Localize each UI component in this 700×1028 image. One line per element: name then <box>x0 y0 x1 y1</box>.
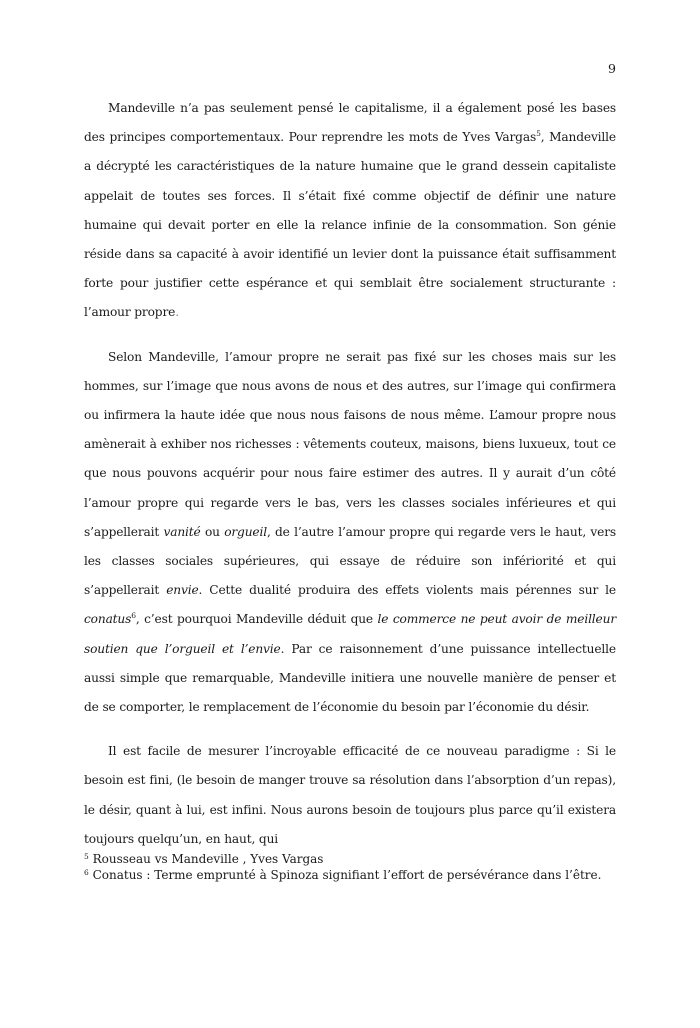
italic-text: le commerce ne peut avoir de meilleur soutien que l’orgueil et l’envie <box>84 612 616 656</box>
text-run: , Mandeville a décrypté les caractéristiques de la nature humaine que le grand dessein capitaliste appelait de toutes ses forces. Il s’était fixé comme objectif de définir une nature humaine qui devait porter en elle la relance infinie de la consommation. Son génie réside dans sa capacité à avoir identifié un levier dont la puissance était suffisamment forte pour justifier cette espérance et qui semblait être socialement structurante : l’amour propre <box>84 130 616 320</box>
text-run: . <box>175 305 179 320</box>
footnote-5-mark: 5 <box>84 852 89 861</box>
footnotes <box>84 852 616 883</box>
text-run: Selon Mandeville, l’amour propre ne serait pas fixé sur les choses mais sur les hommes, sur l’image que nous avons de nous et des autres, sur l’image qui confirmera ou infirmera la haute idée que nous nous faisons de nous même. L’amour propre nous amènerait à exhiber nos richesses : vêtements couteux, maisons, biens luxueux, tout ce que nous pouvons acquérir pour nous faire estimer des autres. Il y aurait d’un côté l’amour propre qui regarde vers le bas, vers les classes sociales inférieures et qui s’appellerait <box>84 349 616 539</box>
text-run: Il est facile de mesurer l’incroyable efficacité de ce nouveau paradigme : Si le besoin est fini, (le besoin de manger trouve sa résolution dans l’absorption d’un repas), le désir, quant à lui, est infini. Nous aurons besoin de toujours plus parce qu’il existera toujours quelqu’un, en haut, qui <box>84 744 616 846</box>
text-run: Mandeville n’a pas seulement pensé le capitalisme, il a également posé les bases des principes comportementaux. Pour reprendre les mots de Yves Vargas <box>84 101 616 145</box>
paragraph-1 <box>84 94 616 328</box>
text-run: . Cette dualité produira des effets violents mais pérennes sur le <box>198 583 616 598</box>
italic-text: vanité <box>163 524 201 539</box>
body-text <box>84 94 616 854</box>
footnote-5-text: Rousseau vs Mandeville , Yves Vargas <box>88 852 324 866</box>
italic-text: orgueil <box>224 524 267 539</box>
paragraph-3 <box>84 737 616 854</box>
text-run: , de l’autre l’amour propre qui regarde vers le haut, vers les classes sociales supérieures, qui essaye de réduire son infériorité et qui s’appellerait <box>84 524 616 598</box>
footnote-5 <box>84 852 616 868</box>
paragraph-2 <box>84 343 616 723</box>
footnote-ref: 6 <box>131 611 136 621</box>
footnote-6 <box>84 868 616 884</box>
text-run: . Par ce raisonnement d’une puissance intellectuelle aussi simple que remarquable, Mandeville initiera une nouvelle manière de penser et de se comporter, le remplacement de l’économie du besoin par l’économie du désir. <box>84 641 616 715</box>
page-number: 9 <box>608 61 616 76</box>
italic-text: conatus <box>84 612 132 627</box>
italic-text: envie <box>166 583 199 598</box>
footnote-6-text: Conatus : Terme emprunté à Spinoza signifiant l’effort de persévérance dans l’être. <box>88 867 602 882</box>
text-run: ou <box>200 524 225 539</box>
footnote-ref: 5 <box>536 129 541 139</box>
text-run: , c’est pourquoi Mandeville déduit que <box>135 612 378 627</box>
footnote-6-mark: 6 <box>84 867 89 877</box>
